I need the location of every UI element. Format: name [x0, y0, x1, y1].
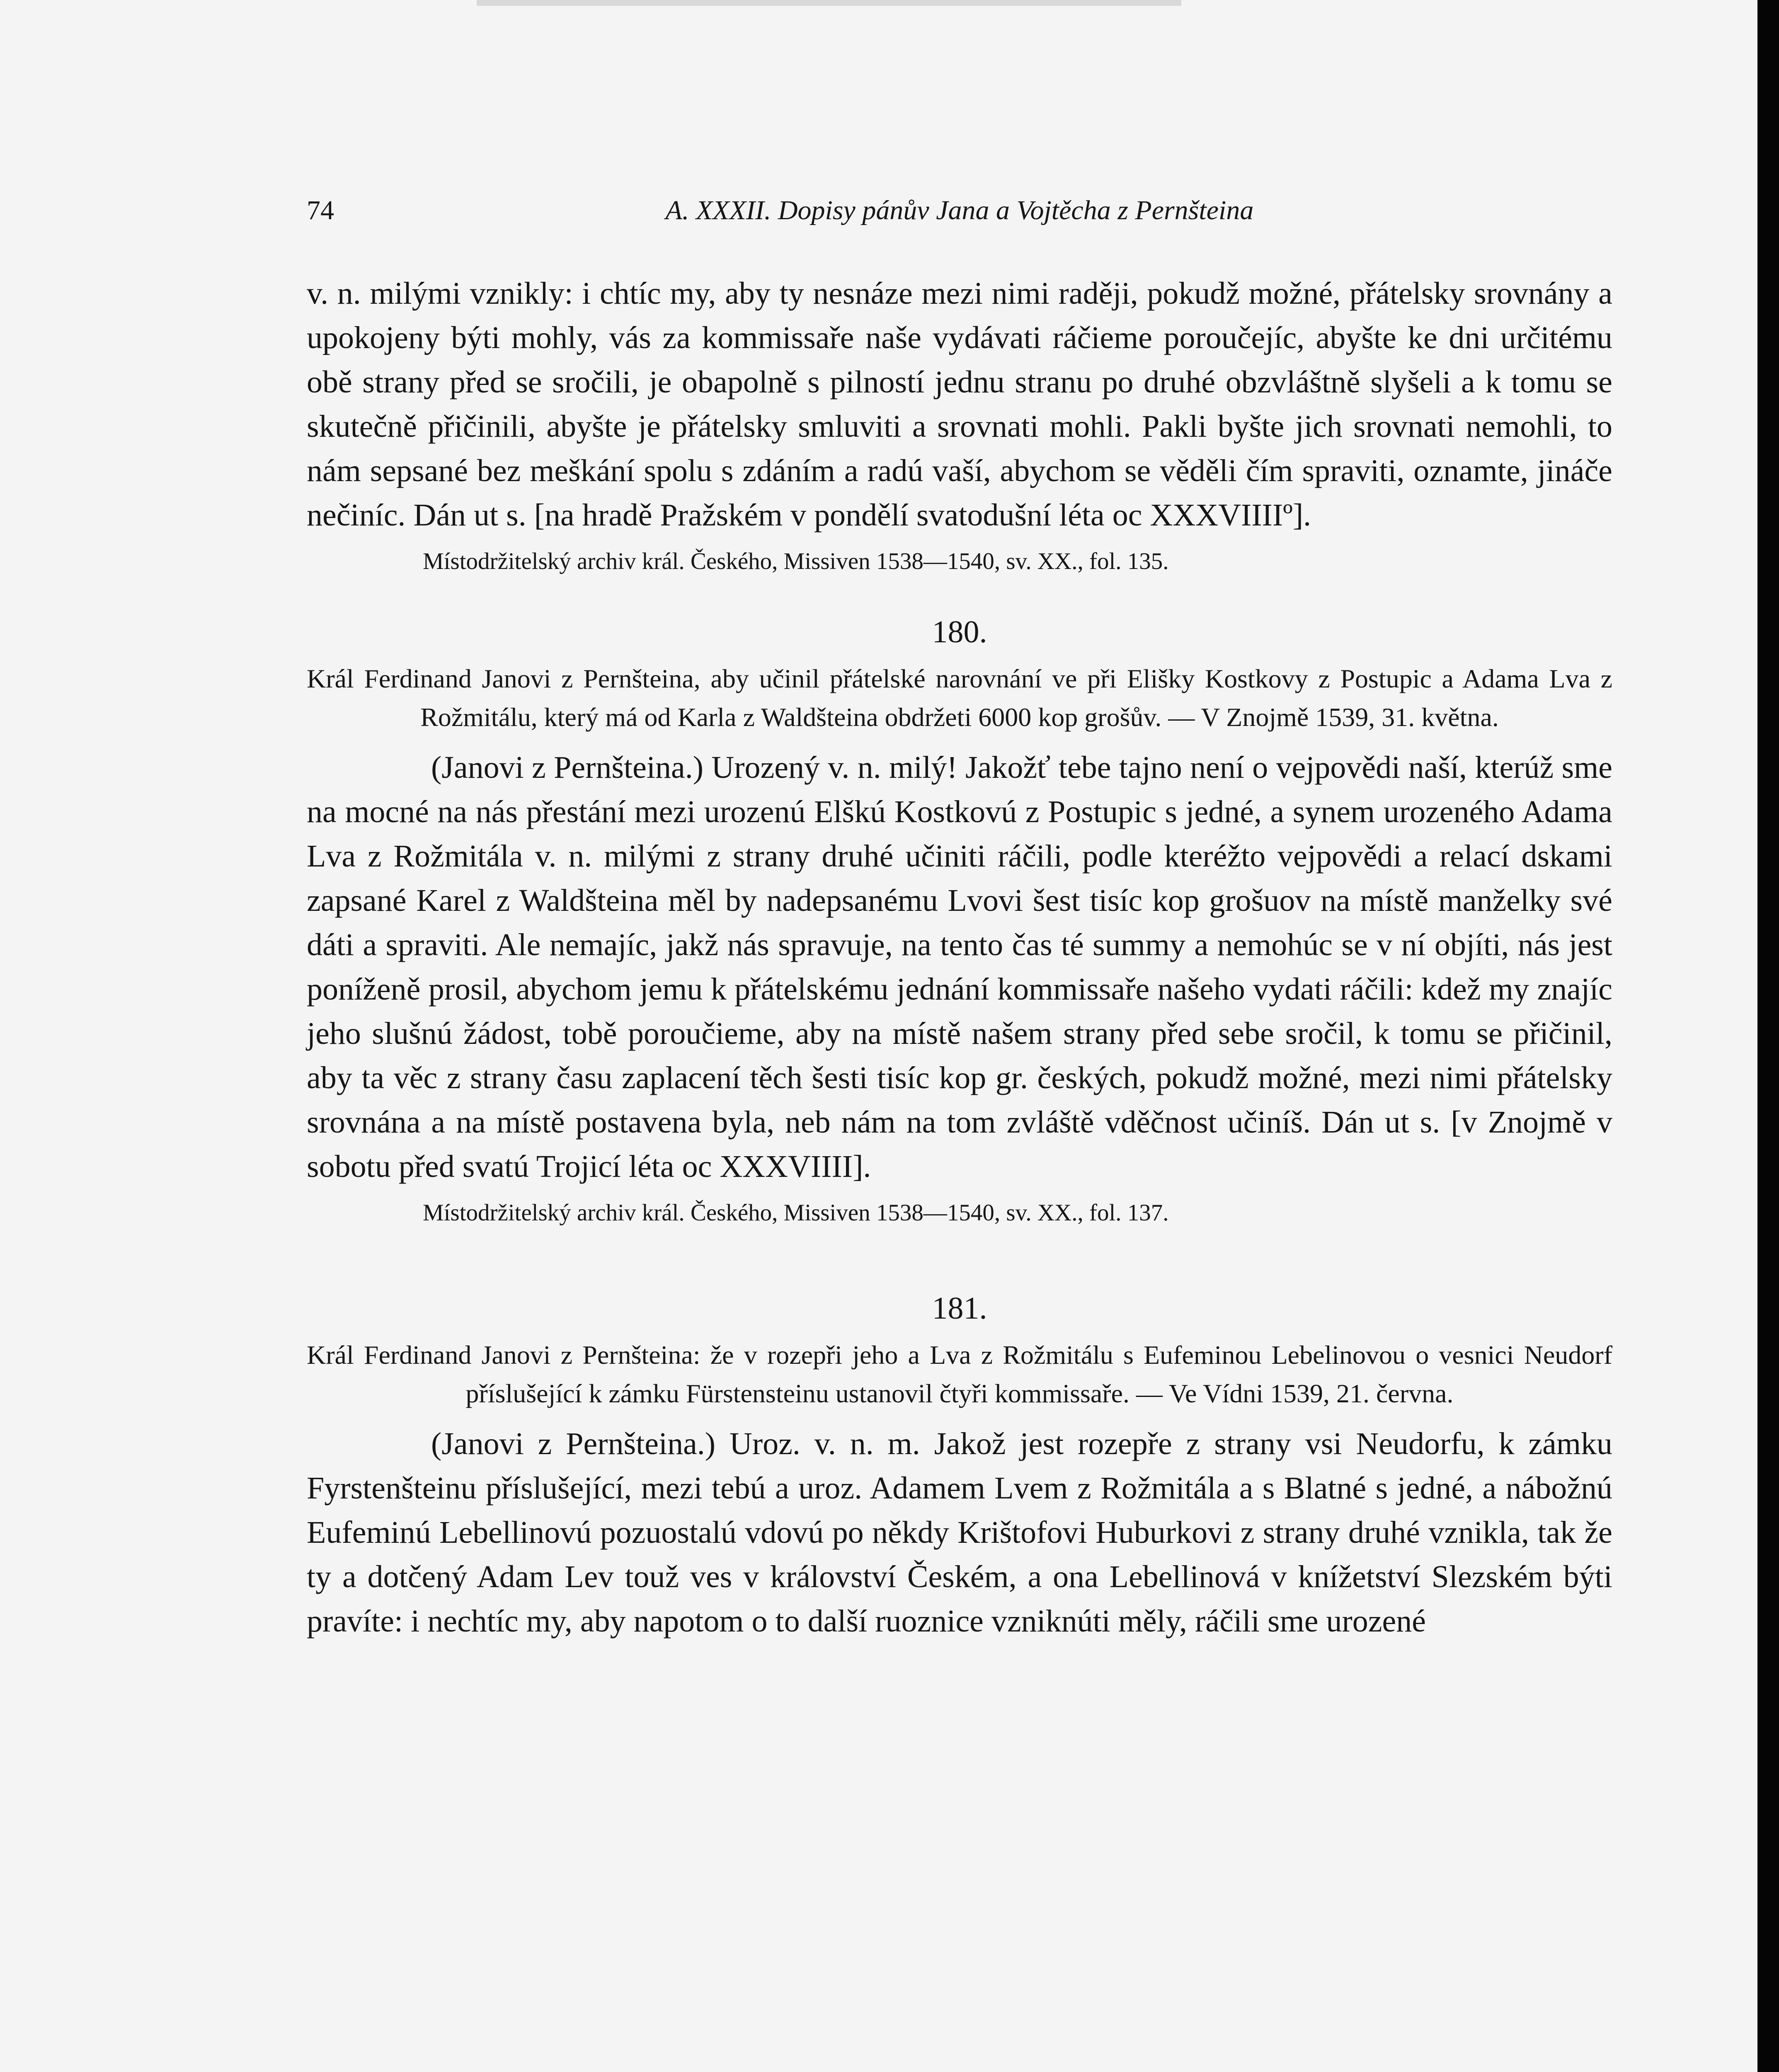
source-note: Místodržitelský archiv král. Českého, Missiven 1538—1540, sv. XX., fol. 135.	[423, 548, 1169, 574]
document-regest: Král Ferdinand Janovi z Pernšteina, aby učinil přátelské narovnání ve při Elišky Kostkovy z Postupic a Adama Lva z Rožmitálu, který má od Karla z Waldšteina obdržeti 6000 kop grošův. — V Znojmě 1539, 31. května.	[307, 664, 1612, 732]
document-entry	[307, 611, 1612, 1230]
document-text: (Janovi z Pernšteina.) Urozený v. n. milý! Jakožť tebe tajno není o vejpovědi naší, kterúž sme na mocné na nás přestání mezi urozenú Elškú Kostkovú z Postupic s jedné, a synem urozeného Adama Lva z Rožmitála v. n. milými z strany druhé učiniti ráčili, podle kteréžto vejpovědi a relací dskami zapsané Karel z Waldšteina měl by nadepsanému Lvovi šest tisíc kop grošuov na místě manželky své dáti a spraviti. Ale nemajíc, jakž nás spravuje, na tento čas té summy a nemohúc se v ní objíti, nás jest poníženě prosil, abychom jemu k přátelskému jednání kommissaře našeho vydati ráčili: kdež my znajíc jeho slušnú žádost, tobě poroučieme, aby na místě našem strany před sebe sročil, k tomu se přičinil, aby ta věc z strany času zaplacení těch šesti tisíc kop gr. českých, pokudž možné, mezi nimi přátelsky srovnána a na místě postavena byla, neb nám na tom zvláště vděčnost učiníš. Dán ut s. [v Znojmě v sobotu před svatú Trojicí léta oc XXXVIIII].	[307, 750, 1612, 1184]
running-title: A. XXXII. Dopisy pánův Jana a Vojtěcha z Pernšteina	[665, 195, 1254, 225]
page-body	[307, 271, 1612, 1644]
page-number: 74	[307, 195, 334, 225]
document-entry	[307, 1288, 1612, 1644]
document-number: 180.	[932, 615, 987, 649]
document-regest: Král Ferdinand Janovi z Pernšteina: že v rozepři jeho a Lva z Rožmitálu s Eufeminou Lebelinovou o vesnici Neudorf příslušející k zámku Fürstensteinu ustanovil čtyři kommissaře. — Ve Vídni 1539, 21. června.	[307, 1340, 1612, 1408]
page-header	[307, 195, 1612, 240]
source-note: Místodržitelský archiv král. Českého, Missiven 1538—1540, sv. XX., fol. 137.	[423, 1200, 1169, 1226]
document-text: (Janovi z Pernšteina.) Uroz. v. n. m. Jakož jest rozepře z strany vsi Neudorfu, k zámku Fyrstenšteinu příslušející, mezi tebú a uroz. Adamem Lvem z Rožmitála a s Blatné s jedné, a nábožnú Eufeminú Lebellinovú pozuostalú vdovú po někdy Krištofovi Huburkovi z strany druhé vznikla, tak že ty a dotčený Adam Lev touž ves v království Českém, a ona Lebellinová v knížetství Slezském býti pravíte: i nechtíc my, aby napotom o to další ruoznice vzniknúti měly, ráčili sme urozené	[307, 1426, 1612, 1639]
document-number: 181.	[932, 1291, 987, 1326]
continuation-paragraph: v. n. milými vznikly: i chtíc my, aby ty nesnáze mezi nimi raději, pokudž možné, přátelsky srovnány a upokojeny býti mohly, vás za kommissaře naše vydávati ráčieme poroučejíc, abyšte ke dni určitému obě strany před se sročili, je obapolně s pilností jednu stranu po druhé obzvláštně slyšeli a k tomu se skutečně přičinili, abyšte je přátelsky smluviti a srovnati mohli. Pakli byšte jich srovnati nemohli, to nám sepsané bez meškání spolu s zdáním a radú vaší, abychom se věděli čím spraviti, oznamte, jináče nečiníc. Dán ut s. [na hradě Pražském v pondělí svatodušní léta oc XXXVIIIIº].	[307, 276, 1612, 533]
page-edge-frame	[1757, 0, 1779, 2072]
scan-top-edge	[477, 0, 1181, 6]
